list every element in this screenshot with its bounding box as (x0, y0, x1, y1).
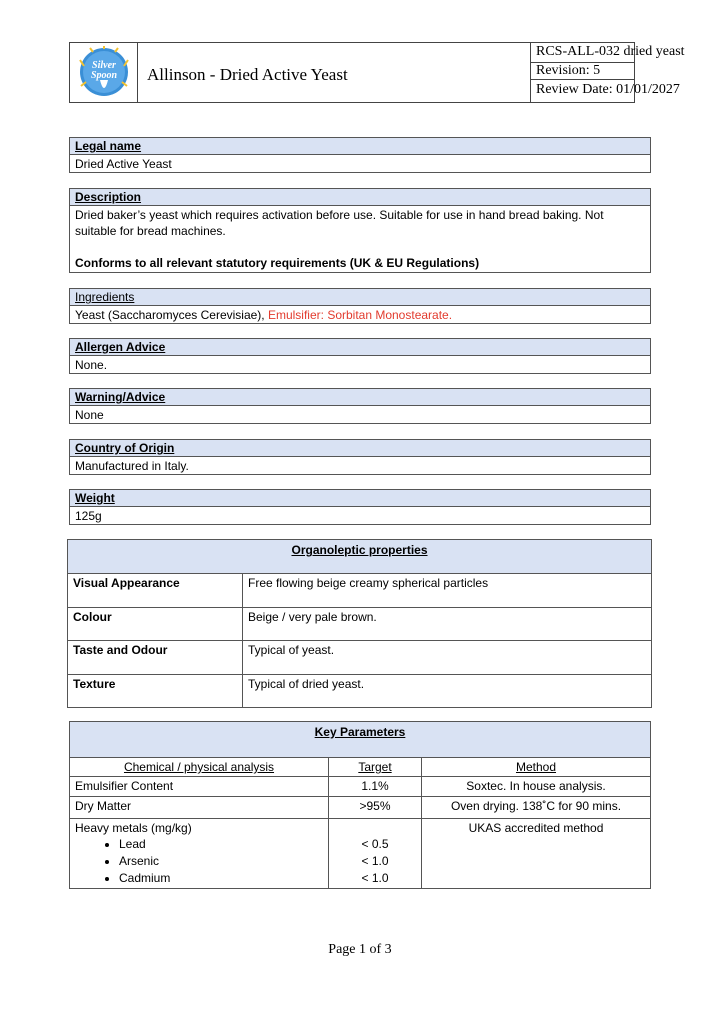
property-value: Typical of dried yeast. (243, 675, 652, 708)
document-reference: RCS-ALL-032 dried yeast (531, 44, 635, 63)
heavy-metals-list (75, 836, 323, 887)
target-value: < 1.0 (361, 854, 389, 868)
svg-text:Spoon: Spoon (90, 70, 118, 81)
ingredients-value (70, 306, 650, 323)
heavy-metals-label: Heavy metals (mg/kg) (75, 821, 192, 835)
warning-value: None (75, 408, 104, 422)
list-item: • Lead (119, 836, 323, 853)
ingredients-section (69, 288, 651, 324)
description-section (69, 188, 651, 273)
section-heading: Description (70, 189, 650, 206)
section-heading: Allergen Advice (70, 339, 650, 356)
logo-text: Silver (92, 60, 116, 71)
property-label: Colour (68, 608, 243, 641)
conformance-statement: Conforms to all relevant statutory requirements (UK & EU Regulations) (75, 256, 480, 270)
warning-section (69, 388, 651, 424)
allergen-value: None. (75, 358, 108, 372)
property-value: Typical of yeast. (243, 641, 652, 675)
description-body (70, 206, 650, 272)
heavy-metals-targets (329, 819, 422, 889)
target-value: < 1.0 (361, 871, 389, 885)
property-value: Beige / very pale brown. (243, 608, 652, 641)
list-item: • Arsenic (119, 853, 323, 870)
allergen-section (69, 338, 651, 374)
target-value: < 0.5 (361, 837, 389, 851)
section-heading: Country of Origin (70, 440, 650, 457)
document-title: Allinson - Dried Active Yeast (147, 65, 348, 84)
document-header (69, 42, 685, 103)
analysis-cell: Emulsifier Content (70, 777, 329, 797)
property-label: Texture (68, 675, 243, 708)
section-heading: Legal name (70, 138, 650, 155)
method-cell: UKAS accredited method (422, 819, 651, 889)
key-parameters-table (69, 721, 651, 889)
column-header: Method (422, 758, 651, 777)
heavy-metals-cell (70, 819, 329, 889)
legal-name-value: Dried Active Yeast (75, 157, 172, 171)
section-heading: Warning/Advice (70, 389, 650, 406)
method-cell: Oven drying. 138˚C for 90 mins. (422, 797, 651, 819)
section-heading: Weight (70, 490, 650, 507)
legal-name-section (69, 137, 651, 173)
analysis-cell: Dry Matter (70, 797, 329, 819)
column-header: Chemical / physical analysis (70, 758, 329, 777)
logo-cell (70, 43, 138, 102)
property-value: Free flowing beige creamy spherical particles (243, 574, 652, 608)
description-text: Dried baker’s yeast which requires activation before use. Suitable for use in hand bread baking. Not suitable for bread machines. (75, 208, 604, 238)
property-label: Visual Appearance (68, 574, 243, 608)
origin-value: Manufactured in Italy. (75, 459, 189, 473)
review-date: Review Date: 01/01/2027 (536, 82, 680, 97)
list-item: • Cadmium (119, 870, 323, 887)
key-parameters-title: Key Parameters (70, 722, 651, 758)
property-label: Taste and Odour (68, 641, 243, 675)
organoleptic-table (67, 539, 652, 708)
target-cell: 1.1% (329, 777, 422, 797)
page-number: Page 1 of 3 (328, 942, 392, 957)
section-heading: Ingredients (70, 289, 650, 306)
weight-section (69, 489, 651, 525)
origin-section (69, 439, 651, 475)
ingredients-text: Yeast (Saccharomyces Cerevisiae), (75, 308, 268, 322)
silver-spoon-logo (76, 46, 132, 98)
column-header: Target (329, 758, 422, 777)
method-cell: Soxtec. In house analysis. (422, 777, 651, 797)
revision: Revision: 5 (531, 63, 635, 80)
organoleptic-title: Organoleptic properties (68, 540, 652, 574)
target-cell: >95% (329, 797, 422, 819)
title-cell (137, 43, 531, 102)
emulsifier-text: Emulsifier: Sorbitan Monostearate. (267, 308, 453, 322)
weight-value: 125g (75, 509, 102, 523)
